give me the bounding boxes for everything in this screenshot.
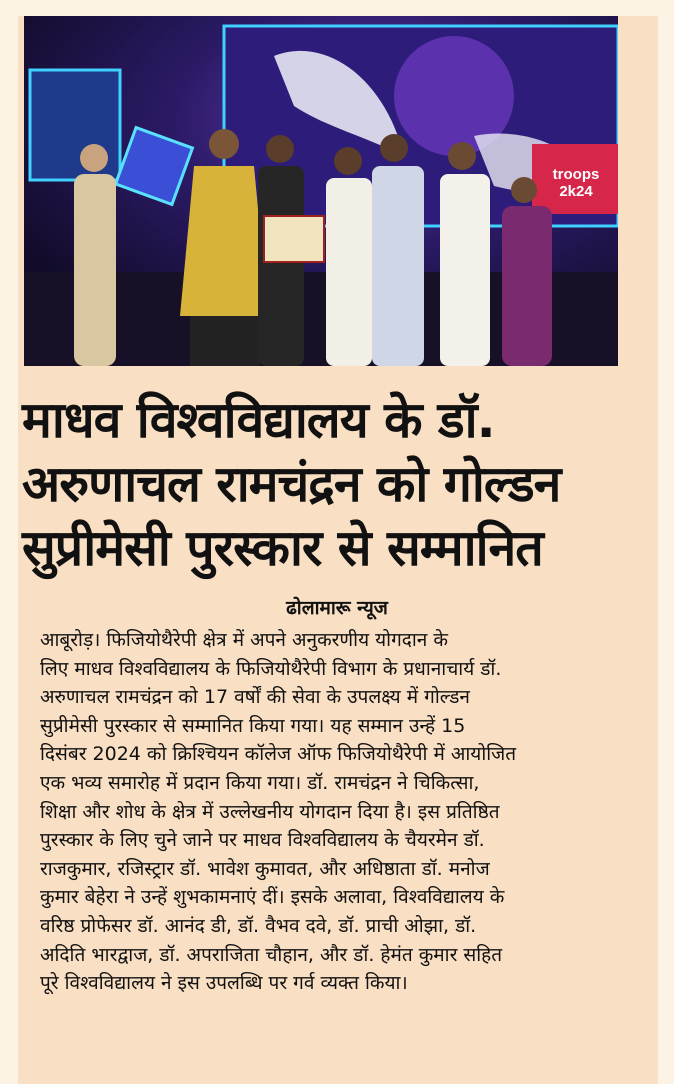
award-ceremony-photo [24, 16, 618, 366]
body-line: पुरस्कार के लिए चुने जाने पर माधव विश्वविद्यालय के चैयरमेन डॉ. [40, 829, 485, 852]
body-line: आबूरोड़। फिजियोथैरेपी क्षेत्र में अपने अनुकरणीय योगदान के [40, 629, 448, 651]
body-line: राजकुमार, रजिस्ट्रार डॉ. भावेश कुमावत, और अधिष्ठाता डॉ. मनोज [40, 857, 490, 880]
body-line: कुमार बेहेरा ने उन्हें शुभकामनाएं दीं। इसके अलावा, विश्वविद्यालय के [40, 886, 505, 909]
byline: ढोलामारू न्यूज [286, 597, 388, 619]
article-body [40, 626, 634, 998]
body-line: सुप्रीमेसी पुरस्कार से सम्मानित किया गया। यह सम्मान उन्हें 15 [40, 714, 466, 737]
body-line: शिक्षा और शोध के क्षेत्र में उल्लेखनीय योगदान दिया है। इस प्रतिष्ठित [40, 800, 500, 823]
body-line: अरुणाचल रामचंद्रन को 17 वर्षों की सेवा के उपलक्ष्य में गोल्डन [40, 686, 470, 709]
headline-line-1: माधव विश्वविद्यालय के डॉ. [22, 391, 495, 449]
body-line: लिए माधव विश्वविद्यालय के फिजियोथैरेपी विभाग के प्रधानाचार्य डॉ. [40, 657, 502, 680]
body-line: पूरे विश्वविद्यालय ने इस उपलब्धि पर गर्व व्यक्त किया। [40, 972, 408, 995]
body-line: दिसंबर 2024 को क्रिश्चियन कॉलेज ऑफ फिजियोथैरेपी में आयोजित [40, 743, 517, 766]
headline [22, 388, 632, 580]
body-line: अदिति भारद्वाज, डॉ. अपराजिता चौहान, और डॉ. हेमंत कुमार सहित [40, 943, 503, 966]
body-line: वरिष्ठ प्रोफेसर डॉ. आनंद डी, डॉ. वैभव दवे, डॉ. प्राची ओझा, डॉ. [40, 914, 477, 937]
body-line: एक भव्य समारोह में प्रदान किया गया। डॉ. रामचंद्रन ने चिकित्सा, [40, 771, 480, 794]
troops-banner [536, 166, 616, 200]
banner-line-1: troops [552, 166, 600, 183]
headline-line-3: सुप्रीमेसी पुरस्कार से सम्मानित [22, 519, 543, 577]
headline-line-2: अरुणाचल रामचंद्रन को गोल्डन [22, 455, 561, 513]
banner-line-2: 2k24 [559, 183, 593, 200]
